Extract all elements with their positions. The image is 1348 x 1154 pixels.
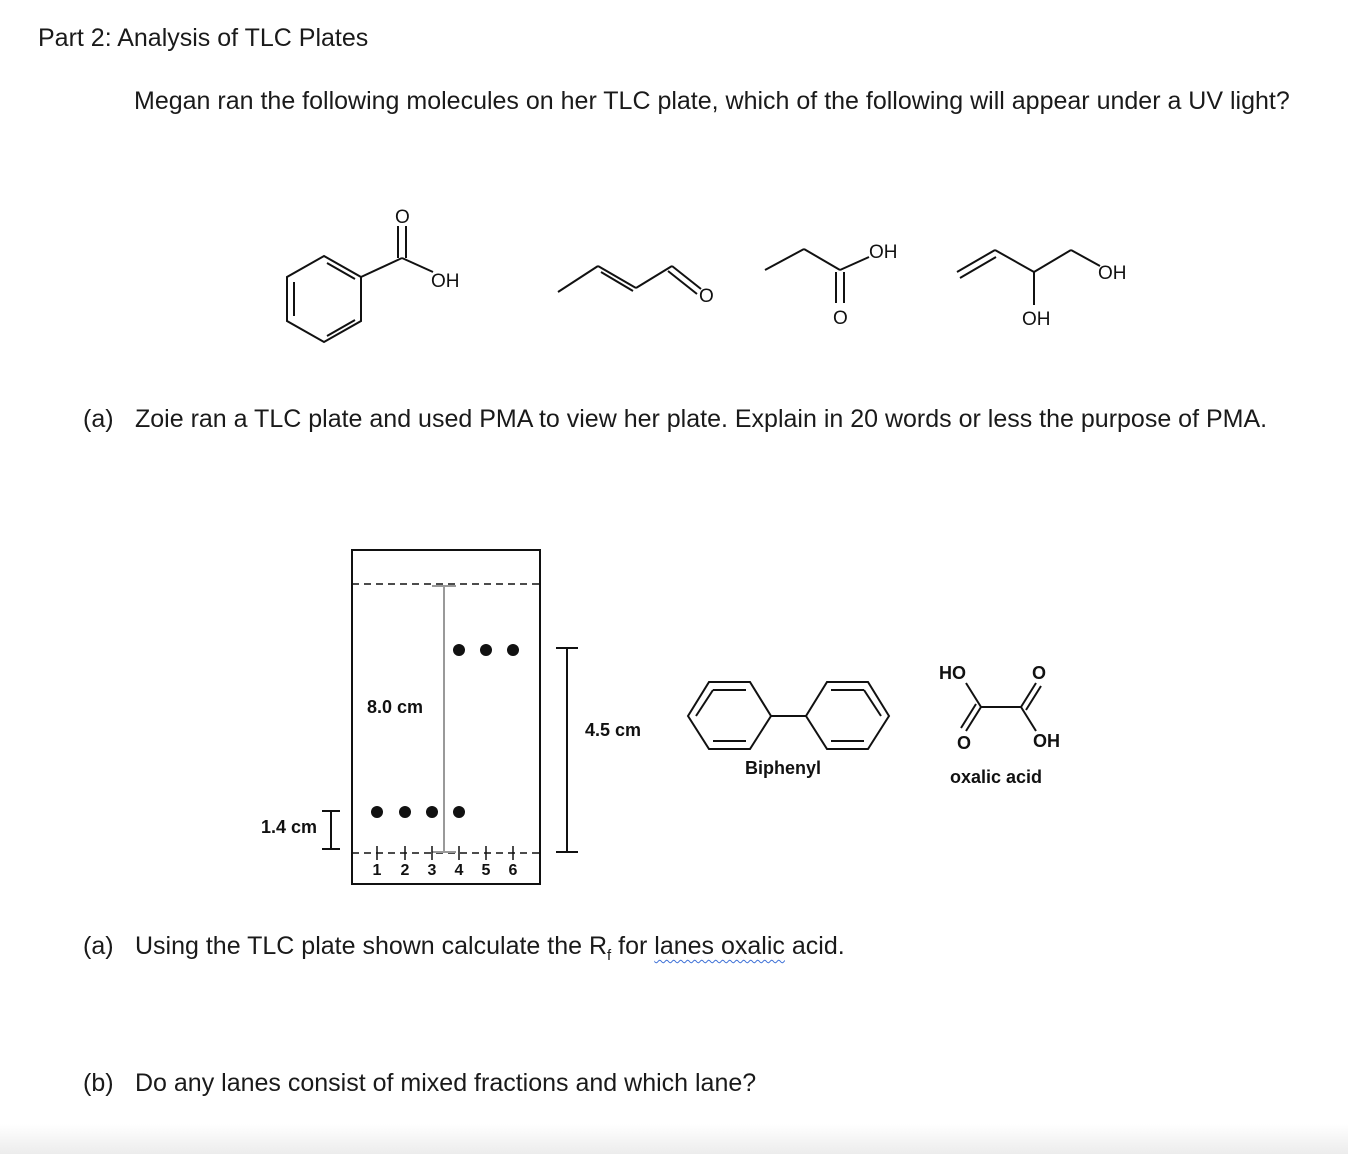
biphenyl-label: Biphenyl xyxy=(745,758,822,778)
m4-hydroxyl-1: OH xyxy=(1098,263,1127,284)
spot-lane-1 xyxy=(371,806,383,818)
m1-oxygen: O xyxy=(395,207,410,228)
distance-label: 8.0 cm xyxy=(367,697,424,717)
oxalic-oxygen-2: O xyxy=(957,733,972,753)
question-rf-subscript: f xyxy=(607,947,612,964)
question-rf-label: (a) xyxy=(83,932,114,960)
spots-high-row xyxy=(453,644,519,656)
lane-label-2: 2 xyxy=(400,862,410,879)
m3-hydroxyl: OH xyxy=(869,242,898,263)
question-rf-squiggly: lanes oxalic xyxy=(654,932,785,960)
question-pma-text: Zoie ran a TLC plate and used PMA to view her plate. Explain in 20 words or less the purpose of PMA. xyxy=(135,405,1268,433)
oxalic-oxygen-1: O xyxy=(1032,663,1047,683)
spot-lane-4 xyxy=(453,644,465,656)
lane-label-1: 1 xyxy=(372,862,382,879)
lane-label-6: 6 xyxy=(508,862,518,879)
molecule-benzoic-acid xyxy=(287,226,433,342)
baseline-label: 1.4 cm xyxy=(261,817,318,837)
spot-lane-2 xyxy=(399,806,411,818)
m3-oxygen: O xyxy=(833,308,848,329)
molecule-crotonaldehyde xyxy=(558,266,701,294)
m4-hydroxyl-2: OH xyxy=(1022,309,1051,330)
page-heading: Part 2: Analysis of TLC Plates xyxy=(38,24,369,52)
question-rf-middle: for xyxy=(611,932,655,960)
tlc-plate-outline xyxy=(352,550,540,884)
baseline-bracket xyxy=(322,811,340,849)
question-rf-text xyxy=(135,928,845,974)
question-pma-label: (a) xyxy=(83,405,114,433)
oxalic-oh: OH xyxy=(1033,731,1060,751)
tlc-plate xyxy=(352,550,540,884)
lane-label-4: 4 xyxy=(454,862,464,879)
question-rf-after: acid. xyxy=(784,932,845,960)
question-mixed-text: Do any lanes consist of mixed fractions and which lane? xyxy=(135,1069,757,1097)
solvent-bracket xyxy=(556,648,578,852)
m2-oxygen: O xyxy=(699,286,714,307)
solvent-label: 4.5 cm xyxy=(585,720,642,740)
question-uv-light: Megan ran the following molecules on her TLC plate, which of the following will appear under a UV light? xyxy=(134,87,1290,115)
molecule-oxalic-acid xyxy=(961,683,1041,731)
lane-label-5: 5 xyxy=(481,862,491,879)
spot-lane-6 xyxy=(507,644,519,656)
spot-lane-4 xyxy=(453,806,465,818)
molecule-biphenyl xyxy=(688,682,889,749)
m1-hydroxyl: OH xyxy=(431,271,460,292)
oxalic-acid-label: oxalic acid xyxy=(950,767,1043,787)
molecule-butene-diol xyxy=(957,250,1100,305)
spot-lane-3 xyxy=(426,806,438,818)
bottom-fade xyxy=(0,1124,1348,1154)
question-mixed-label: (b) xyxy=(83,1069,114,1097)
spot-lane-5 xyxy=(480,644,492,656)
oxalic-ho: HO xyxy=(939,663,966,683)
lane-label-3: 3 xyxy=(427,862,437,879)
question-rf-before: Using the TLC plate shown calculate the R xyxy=(135,932,608,960)
molecule-carboxylic-acid xyxy=(765,249,869,303)
spots-low-row xyxy=(371,806,465,818)
